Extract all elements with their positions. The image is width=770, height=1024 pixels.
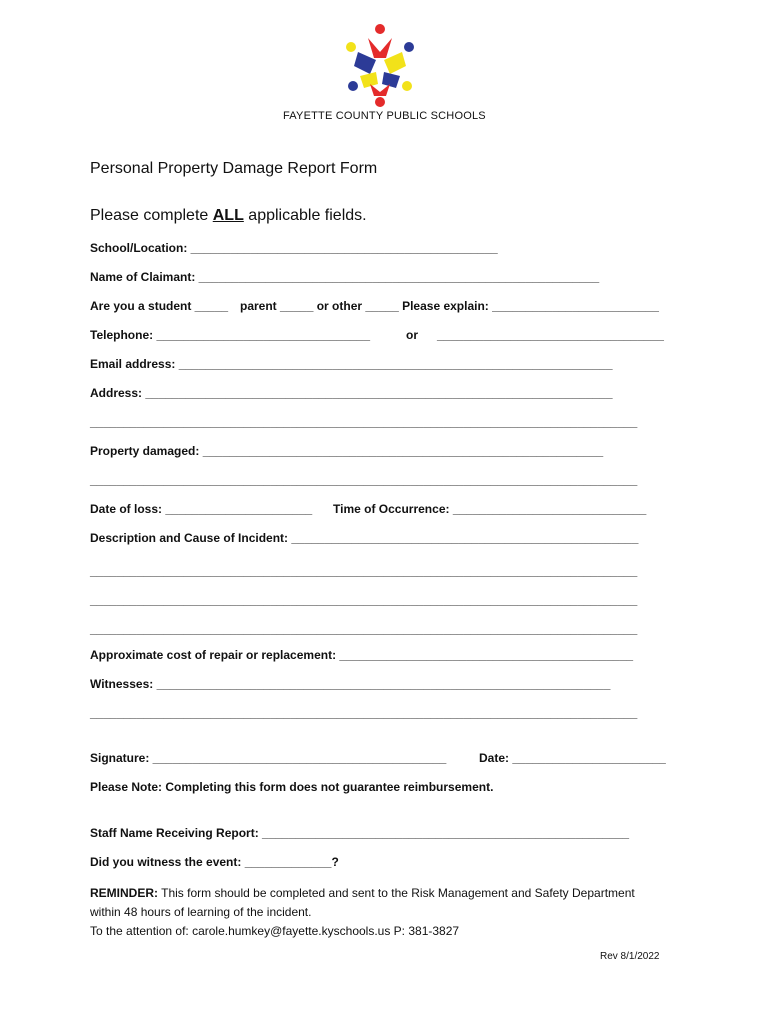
reminder-text-1: This form should be completed and sent to the Risk Management and Safety Department [158,886,635,900]
description-line-2[interactable]: __________________________________________________________________________________ [90,564,638,578]
telephone-field[interactable]: Telephone: ________________________________ [90,328,371,342]
date-field[interactable]: Date: _______________________ [479,751,666,765]
witnesses-line-2[interactable]: __________________________________________________________________________________ [90,706,638,720]
logo-figure-bottom [370,84,390,96]
logo-head-bottom [375,97,385,107]
reminder-line-3: To the attention of: carole.humkey@fayette.kyschools.us P: 381-3827 [90,924,460,938]
org-name: FAYETTE COUNTY PUBLIC SCHOOLS [283,110,486,122]
logo-figure-bottom-right [382,72,400,88]
logo-figure-left [354,52,376,74]
form-title: Personal Property Damage Report Form [90,160,378,177]
logo-figure-bottom-left [360,72,378,88]
approx-cost-field[interactable]: Approximate cost of repair or replacement: ____________________________________________ [90,648,634,662]
other-role-field[interactable]: parent _____ or other _____ Please explain: _________________________ [240,299,659,313]
logo-head-bottom-left [348,81,358,91]
description-field[interactable]: Description and Cause of Incident: ____________________________________________________ [90,531,639,545]
instruction-prefix: Please complete [90,207,213,224]
reimbursement-note: Please Note: Completing this form does not guarantee reimbursement. [90,780,494,794]
signature-field[interactable]: Signature: ____________________________________________ [90,751,447,765]
alt-telephone-field[interactable]: __________________________________ [437,328,664,342]
time-of-occurrence-field[interactable]: Time of Occurrence: _____________________________ [333,502,647,516]
witness-event-field[interactable]: Did you witness the event: _____________? [90,855,339,869]
logo-figure-top [368,38,392,58]
revision-date: Rev 8/1/2022 [600,951,660,962]
telephone-or-label: or [406,328,418,342]
logo-head-top [375,24,385,34]
student-role-field[interactable]: Are you a student _____ [90,299,229,313]
address-field[interactable]: Address: ______________________________________________________________________ [90,386,613,400]
property-damaged-field[interactable]: Property damaged: ____________________________________________________________ [90,444,604,458]
form-instruction [90,207,367,225]
claimant-name-field[interactable]: Name of Claimant: ____________________________________________________________ [90,270,600,284]
reminder-block [90,884,635,941]
logo-figure-right [384,52,406,74]
reminder-line-1 [90,884,635,903]
fcps-logo [340,22,420,110]
date-of-loss-field[interactable]: Date of loss: ______________________ [90,502,313,516]
witnesses-field[interactable]: Witnesses: ____________________________________________________________________ [90,677,611,691]
email-field[interactable]: Email address: _________________________________________________________________ [90,357,613,371]
staff-name-field[interactable]: Staff Name Receiving Report: _______________________________________________________ [90,826,630,840]
property-line-2[interactable]: __________________________________________________________________________________ [90,473,638,487]
instruction-emphasis: ALL [212,207,244,224]
description-line-3[interactable]: __________________________________________________________________________________ [90,593,638,607]
logo-head-left [346,42,356,52]
address-line-2[interactable]: __________________________________________________________________________________ [90,415,638,429]
logo-head-right [404,42,414,52]
reminder-line-2: within 48 hours of learning of the incident. [90,905,312,919]
school-location-field[interactable]: School/Location: ______________________________________________ [90,241,498,255]
description-line-4[interactable]: __________________________________________________________________________________ [90,622,638,636]
instruction-suffix: applicable fields. [243,207,367,224]
reminder-label: REMINDER: [90,886,158,900]
logo-head-bottom-right [402,81,412,91]
